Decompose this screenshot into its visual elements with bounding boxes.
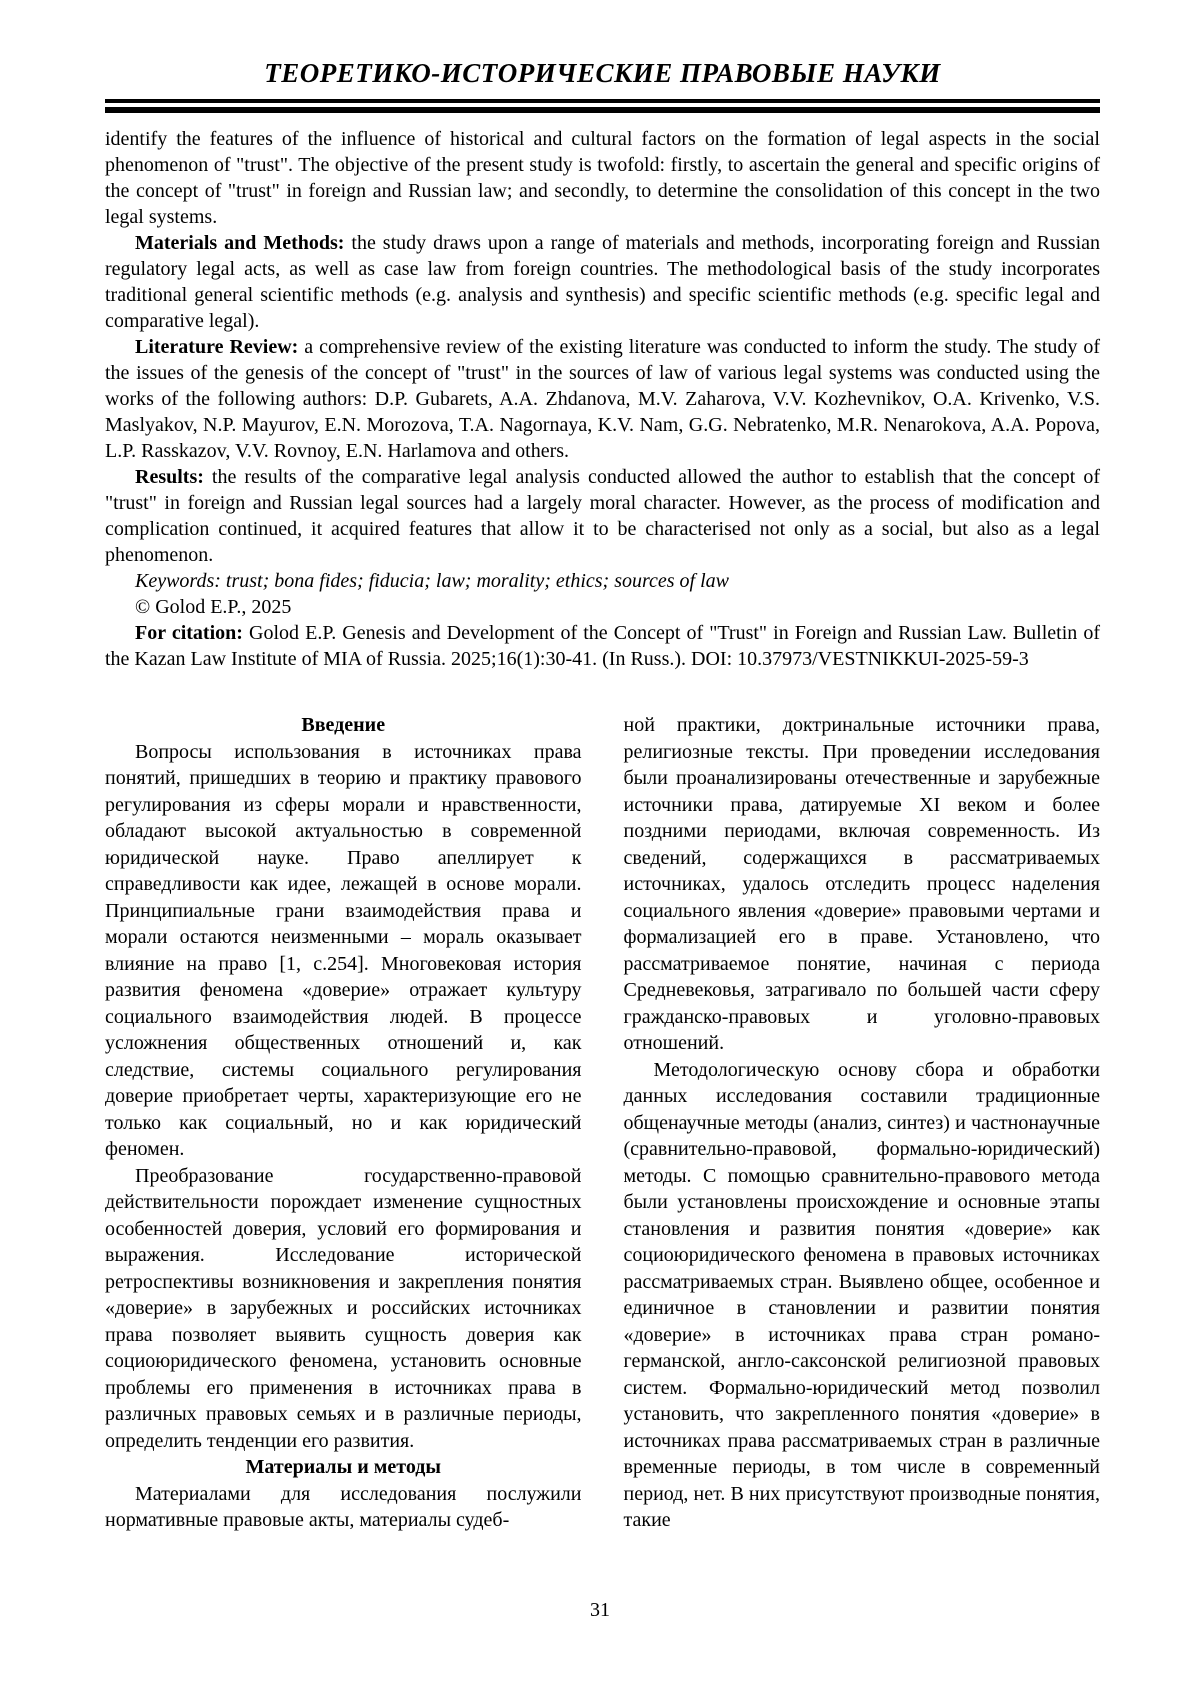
- left-column: [105, 712, 582, 1534]
- page-number: 31: [590, 1599, 610, 1621]
- abstract-intro-paragraph: identify the features of the influence of historical and cultural factors on the formation of legal aspects in the social phenomenon of "trust". The objective of the present study is twofold: firstly, to ascertain the general and specific origins of the concept of "trust" in foreign and Russian law; and secondly, to determine the consolidation of this concept in the two legal systems.: [105, 128, 1100, 228]
- materials-and-methods-label: Materials and Methods:: [135, 232, 345, 254]
- right-column: [624, 712, 1101, 1534]
- english-abstract: [105, 126, 1100, 672]
- abstract-materials-paragraph: [105, 230, 1100, 334]
- introduction-heading: Введение: [301, 714, 386, 736]
- right-column-paragraph-1: ной практики, доктринальные источники права, религиозные тексты. При проведении исследования были проанализированы отечественные и зарубежные источники права, датируемые XI веком и более поздними периодами, включая современность. Из сведений, содержащихся в рассматриваемых источниках, удалось отследить процесс наделения социального явления «доверие» правовыми чертами и формализацией его в праве. Установлено, что рассматриваемое понятие, начиная с периода Средневековья, затрагивало по большей части сферу гражданско-правовых и уголовно-правовых отношений.: [623, 714, 1100, 1054]
- results-text: the results of the comparative legal analysis conducted allowed the author to establish that the concept of "trust" in foreign and Russian legal sources had a largely moral character. However, as the process of modification and complication continued, it acquired features that allow it to be characterised not only as a social, but also as a legal phenomenon.: [105, 466, 1101, 566]
- for-citation-label: For citation:: [135, 622, 243, 644]
- literature-review-label: Literature Review:: [135, 336, 299, 358]
- introduction-paragraph-2: Преобразование государственно-правовой действительности порождает изменение сущностных особенностей доверия, условий его формирования и выражения. Исследование исторической ретроспективы возникновения и закрепления понятия «доверие» в зарубежных и российских источниках права позволяет выявить сущность доверия как социоюридического феномена, установить основные проблемы его применения в источниках права в различных правовых семьях и в различные периоды, определить тенденции его развития.: [105, 1164, 582, 1452]
- introduction-paragraph-1: Вопросы использования в источниках права понятий, пришедших в теорию и практику правового регулирования из сферы морали и нравственности, обладают высокой актуальностью в современной юридической науке. Право апеллирует к справедливости как идее, лежащей в основе морали. Принципиальные грани взаимодействия права и морали остаются неизменными – мораль оказывает влияние на право [1, с.254]. Многовековая история развития феномена «доверие» отражает культуру социального взаимодействия людей. В процессе усложнения общественных отношений и, как следствие, системы социального регулирования доверие приобретает черты, характеризующие его не только как социальный, но и как юридический феномен.: [105, 740, 582, 1160]
- literature-review-text: a comprehensive review of the existing literature was conducted to inform the study. The study of the issues of the genesis of the concept of "trust" in the sources of law of various legal systems was conducted using the works of the following authors: D.P. Gubarets, A.A. Zhdanova, M.V. Zaharova, V.V. Kozhevnikov, O.A. Krivenko, V.S. Maslyakov, N.P. Mayurov, E.N. Morozova, T.A. Nagornaya, K.V. Nam, G.G. Nebratenko, M.R. Nenarokova, A.A. Popova, L.P. Rasskazov, V.V. Rovnoy, E.N. Harlamova and others.: [105, 336, 1100, 462]
- right-column-paragraph-2: Методологическую основу сбора и обработки данных исследования составили традиционные общенаучные методы (анализ, синтез) и частнонаучные (сравнительно-правовой, формально-юридический) методы. С помощью сравнительно-правового метода были установлены происхождение и основные этапы становления и развития понятия «доверие» как социоюридического феномена в правовых источниках рассматриваемых стран. Выявлено общее, особенное и единичное в становлении и развитии понятия «доверие» в источниках права стран романо-германской, англо-саксонской религиозной правовых систем. Формально-юридический метод позволил установить, что закрепленного понятия «доверие» в источниках права рассматриваемых стран в различные временные периоды, в том числе в современный период, нет. В них присутствуют производные понятия, такие: [623, 1058, 1100, 1531]
- materials-and-methods-text: the study draws upon a range of materials and methods, incorporating foreign and Russian regulatory legal acts, as well as case law from foreign countries. The methodological basis of the study incorporates traditional general scientific methods (e.g. analysis and synthesis) and specific scientific methods (e.g. specific legal and comparative legal).: [105, 232, 1101, 332]
- section-title: ТЕОРЕТИКО-ИСТОРИЧЕСКИЕ ПРАВОВЫЕ НАУКИ: [264, 58, 941, 88]
- two-column-body: [105, 712, 1100, 1534]
- abstract-literature-paragraph: [105, 334, 1100, 464]
- citation-paragraph: [105, 620, 1100, 672]
- keywords-line: Keywords: trust; bona fides; fiducia; law; morality; ethics; sources of law: [135, 570, 730, 592]
- abstract-results-paragraph: [105, 464, 1100, 568]
- materials-methods-heading: Материалы и методы: [245, 1456, 441, 1478]
- copyright-line: © Golod E.P., 2025: [135, 596, 292, 618]
- header-double-rule: [105, 99, 1100, 113]
- materials-methods-paragraph: Материалами для исследования послужили нормативные правовые акты, материалы судеб-: [105, 1482, 582, 1531]
- for-citation-text: Golod E.P. Genesis and Development of the Concept of "Trust" in Foreign and Russian Law. Bulletin of the Kazan Law Institute of MIA of Russia. 2025;16(1):30-41. (In Russ.). DOI: 10.37973/VESTNIKKUI-2025-59-3: [105, 622, 1101, 670]
- results-label: Results:: [135, 466, 204, 488]
